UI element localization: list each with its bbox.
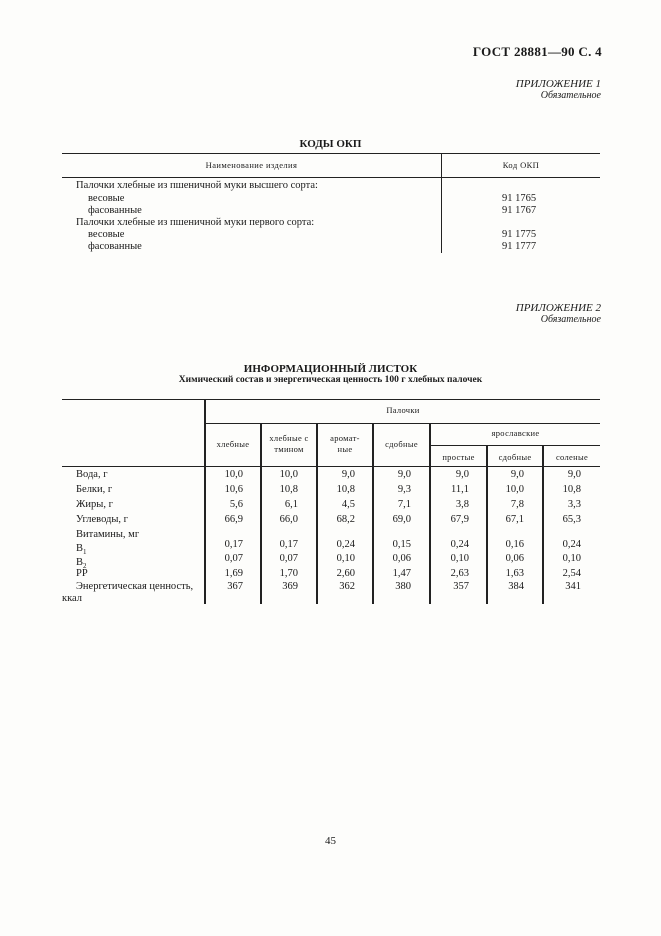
info-cell-value: 10,0 — [505, 484, 524, 495]
info-cell-value: 380 — [395, 581, 411, 592]
info-cell-value: 362 — [339, 581, 355, 592]
info-cell-value: 69,0 — [392, 514, 411, 525]
info-header-bottom-rule — [62, 466, 600, 467]
info-cell-value: 9,0 — [567, 469, 581, 480]
okp-group-2: Палочки хлебные из пшеничной муки первого сорта: — [76, 217, 315, 228]
okp-col-code-header: Код ОКП — [502, 160, 540, 170]
info-cell-value: 357 — [453, 581, 469, 592]
info-cell-value: 66,0 — [279, 514, 298, 525]
info-col-header: сдобные — [498, 452, 532, 462]
info-cell-value: 10,8 — [336, 484, 355, 495]
info-cell-value: 65,3 — [562, 514, 581, 525]
info-cell-value: 10,8 — [279, 484, 298, 495]
info-col-header: простые — [442, 452, 475, 462]
info-cell-value: 0,15 — [392, 539, 411, 550]
info-cell-value: 9,3 — [397, 484, 411, 495]
info-subgroup-header: ярославские — [491, 428, 540, 438]
appendix-2-title: ПРИЛОЖЕНИЕ 2 — [515, 302, 601, 314]
info-col-header: соленые — [555, 452, 589, 462]
info-cell-value: 384 — [508, 581, 524, 592]
info-subtitle: Химический состав и энергетическая ценность 100 г хлебных палочек — [178, 375, 483, 385]
document-header: ГОСТ 28881—90 С. 4 — [472, 44, 602, 59]
info-cell-value: 0,07 — [224, 553, 243, 564]
info-row-label: Углеводы, г — [76, 514, 128, 525]
okp-row-code: 91 1775 — [502, 229, 537, 240]
info-cell-value: 5,6 — [229, 499, 243, 510]
okp-header-rule — [62, 177, 600, 178]
info-cell-value: 341 — [565, 581, 581, 592]
okp-row-name: фасованные — [88, 241, 142, 252]
okp-row-code: 91 1767 — [502, 205, 537, 216]
info-cell-value: 2,63 — [450, 568, 469, 579]
okp-row-name: весовые — [88, 229, 125, 240]
info-cell-value: 1,70 — [279, 568, 298, 579]
info-cell-value: 9,0 — [341, 469, 355, 480]
info-cell-value: 6,1 — [284, 499, 298, 510]
vitamin-b-label: $B_2$ — [76, 557, 87, 571]
vitamin-b-label: $B_1$ — [76, 543, 87, 557]
info-title: ИНФОРМАЦИОННЫЙ ЛИСТОК — [243, 363, 418, 375]
info-cell-value: 7,1 — [397, 499, 411, 510]
info-cell-value: 7,8 — [510, 499, 524, 510]
info-cell-value: 0,10 — [450, 553, 469, 564]
info-cell-value: 10,0 — [279, 469, 298, 480]
appendix-2-note: Обязательное — [540, 314, 601, 325]
appendix-1-note: Обязательное — [540, 90, 601, 101]
info-cell-value: 1,63 — [505, 568, 524, 579]
info-cell-value: 10,6 — [224, 484, 243, 495]
okp-row-name: весовые — [88, 193, 125, 204]
info-cell-value: 0,24 — [450, 539, 469, 550]
info-cell-value: 3,3 — [567, 499, 581, 510]
info-group-rule — [205, 423, 600, 424]
info-cell-value: 9,0 — [510, 469, 524, 480]
info-cell-value: 1,47 — [392, 568, 411, 579]
info-cell-value: 0,16 — [505, 539, 524, 550]
info-col-header: сдобные — [385, 439, 418, 449]
info-cell-value: 3,8 — [455, 499, 469, 510]
info-subgroup-rule — [430, 445, 600, 446]
info-cell-value: 11,1 — [451, 484, 469, 495]
okp-col-name-header: Наименование изделия — [205, 160, 298, 170]
info-cell-value: 9,0 — [455, 469, 469, 480]
okp-row-code: 91 1765 — [502, 193, 537, 204]
okp-title: КОДЫ ОКП — [299, 138, 362, 150]
info-group-header: Палочки — [386, 405, 420, 415]
info-row-label — [76, 543, 87, 556]
okp-top-rule — [62, 153, 600, 154]
appendix-1-block — [516, 78, 601, 101]
okp-row-code: 91 1777 — [502, 241, 537, 252]
info-row-label: Жиры, г — [76, 499, 113, 510]
appendix-1-title: ПРИЛОЖЕНИЕ 1 — [515, 78, 601, 90]
info-row-label: Белки, г — [76, 484, 113, 495]
info-cell-value: 4,5 — [341, 499, 355, 510]
info-cell-value: 0,07 — [279, 553, 298, 564]
okp-group-1: Палочки хлебные из пшеничной муки высшего сорта: — [76, 180, 318, 191]
info-cell-value: 0,10 — [562, 553, 581, 564]
info-cell-value: 68,2 — [336, 514, 355, 525]
info-cell-value: 10,0 — [224, 469, 243, 480]
info-col-header: хлебные с тмином — [269, 433, 309, 454]
info-cell-value: 2,60 — [336, 568, 355, 579]
info-cell-value: 0,06 — [505, 553, 524, 564]
info-cell-value: 369 — [282, 581, 298, 592]
info-row-label: Энергетическая ценность, ккал — [62, 581, 194, 604]
info-row-label: PP — [76, 568, 88, 579]
info-cell-value: 0,17 — [279, 539, 298, 550]
info-col-header: хлебные — [216, 439, 250, 449]
info-cell-value: 367 — [227, 581, 243, 592]
info-cell-value: 0,24 — [562, 539, 581, 550]
info-col-header: аромат- ные — [330, 433, 360, 454]
info-cell-value: 10,8 — [562, 484, 581, 495]
info-cell-value: 9,0 — [397, 469, 411, 480]
info-row-label: Витамины, мг — [76, 529, 140, 540]
info-cell-value: 0,17 — [224, 539, 243, 550]
info-cell-value: 0,06 — [392, 553, 411, 564]
info-cell-value: 0,24 — [336, 539, 355, 550]
info-row-label: Вода, г — [76, 469, 108, 480]
info-cell-value: 66,9 — [224, 514, 243, 525]
okp-row-name: фасованные — [88, 205, 142, 216]
info-cell-value: 67,1 — [505, 514, 524, 525]
appendix-2-block — [516, 302, 601, 325]
info-top-rule — [62, 399, 600, 400]
info-cell-value: 2,54 — [562, 568, 581, 579]
info-cell-value: 67,9 — [450, 514, 469, 525]
page-number: 45 — [325, 835, 336, 847]
info-cell-value: 1,69 — [224, 568, 243, 579]
info-cell-value: 0,10 — [336, 553, 355, 564]
